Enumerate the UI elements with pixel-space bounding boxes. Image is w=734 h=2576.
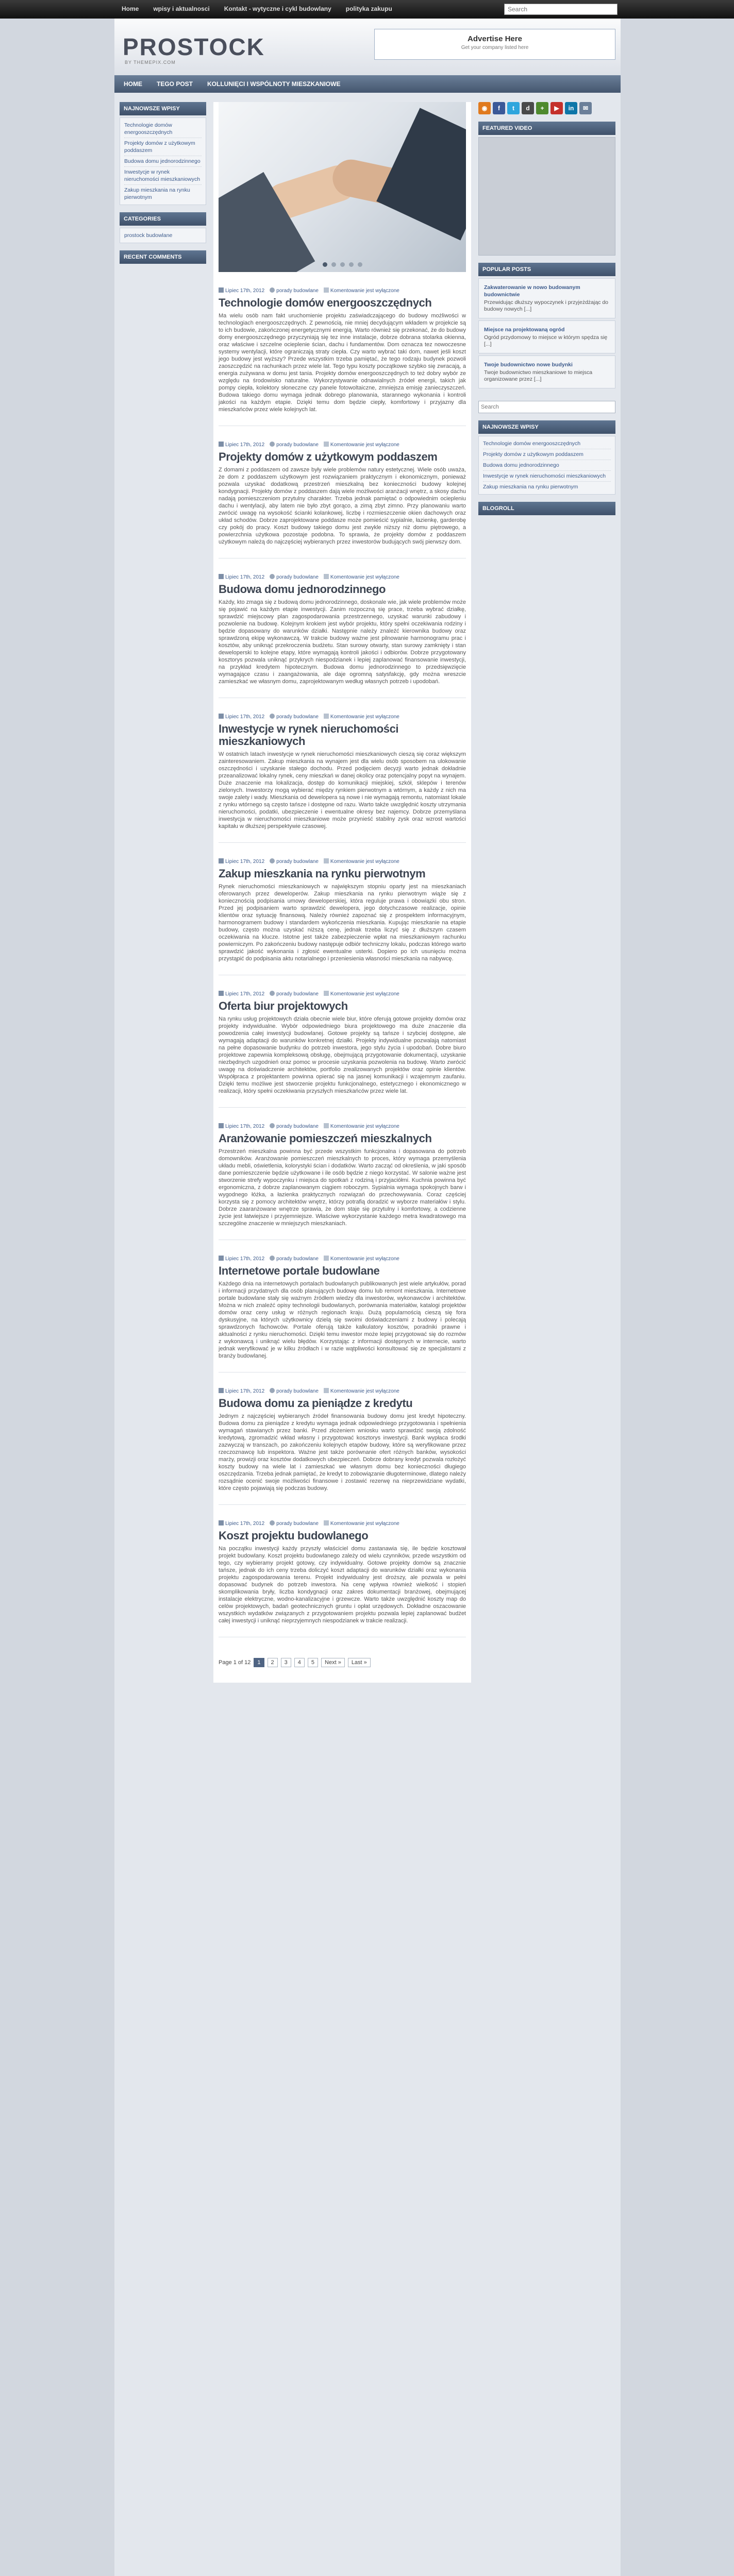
- blogroll-widget: [478, 502, 615, 515]
- post: [219, 1505, 466, 1637]
- post-date-text: Lipiec 17th, 2012: [225, 1124, 265, 1129]
- post-author[interactable]: [270, 287, 319, 294]
- post-comments-text: Komentowanie jest wyłączone: [330, 859, 399, 865]
- post-comments: [324, 1256, 399, 1262]
- featured-video-player[interactable]: [478, 137, 615, 256]
- post-date-text: Lipiec 17th, 2012: [225, 288, 265, 294]
- post: [219, 558, 466, 698]
- right-newest-item[interactable]: Technologie domów energooszczędnych: [483, 438, 611, 449]
- post-comments: [324, 714, 399, 720]
- comment-icon: [324, 858, 329, 863]
- email-icon[interactable]: ✉: [579, 102, 592, 114]
- slider-pagination: [219, 262, 466, 267]
- top-nav-contact[interactable]: Kontakt - wytyczne i cykl budowlany: [224, 5, 331, 12]
- calendar-icon: [219, 1520, 224, 1526]
- popular-post-link[interactable]: Zakwaterowanie w nowo budowanym budownictwie: [484, 284, 580, 298]
- popular-post: [478, 278, 615, 318]
- popular-post-excerpt: Ogród przydomowy to miejsce w którym spędza się [...]: [484, 334, 608, 347]
- share-icon[interactable]: +: [536, 102, 548, 114]
- post-comments: [324, 1520, 399, 1527]
- post-date: [219, 714, 264, 720]
- post-body: Każdy, kto zmaga się z budową domu jednorodzinnego, doskonale wie, jak wiele problemów może się pojawić na każdym etapie inwestycji. Zanim rozpoczną się prace, trzeba wybrać działkę, sprawdzić miejscowy plan zagospodarowania przestrzennego, uzyskać warunki zabudowy i pozwolenie na budowę. Kolejnym krokiem jest wybór projektu, który spełni oczekiwania rodziny i będzie dopasowany do warunków działki. Następnie należy znaleźć kierownika budowy oraz sprawdzoną ekipę wykonawczą. W trakcie budowy ważne jest pilnowanie harmonogramu prac i kosztów, aby uniknąć przekroczenia budżetu. Stan surowy otwarty, stan surowy zamknięty i stan deweloperski to kolejne etapy, które wymagają kontroli jakości i odbiorów. Dobrze przygotowany kosztorys pozwala uniknąć przykrych niespodzianek i lepiej zaplanować finansowanie inwestycji, na przykład kredytem hipotecznym. Budowa domu jednorodzinnego to przedsięwzięcie wymagające czasu i zaangażowania, ale daje ogromną satysfakcję, gdy można wreszcie zamieszkać we własnym domu, zaprojektowanym według własnych potrzeb i upodobań.: [219, 599, 466, 685]
- post-date: [219, 858, 264, 865]
- user-icon: [270, 287, 275, 293]
- post-date: [219, 1256, 264, 1262]
- top-nav-policy[interactable]: polityka zakupu: [345, 5, 392, 12]
- post-author[interactable]: [270, 442, 319, 448]
- calendar-icon: [219, 574, 224, 579]
- user-icon: [270, 1388, 275, 1393]
- post-meta: [219, 442, 466, 448]
- top-nav-home[interactable]: Home: [122, 5, 139, 12]
- post-author-text[interactable]: porady budowlane: [276, 1388, 319, 1394]
- post-comments: [324, 858, 399, 865]
- page-wrapper: [114, 93, 621, 2576]
- post: [219, 975, 466, 1108]
- post-comments: [324, 991, 399, 997]
- post-date-text: Lipiec 17th, 2012: [225, 1388, 265, 1394]
- post-author-text[interactable]: porady budowlane: [276, 1124, 319, 1129]
- post-author[interactable]: [270, 1256, 319, 1262]
- post: [219, 426, 466, 558]
- post-title[interactable]: Oferta biur projektowych: [219, 999, 348, 1012]
- left-newest-item[interactable]: Technologie domów energooszczędnych: [124, 120, 202, 138]
- right-newest-item[interactable]: Inwestycje w rynek nieruchomości mieszkaniowych: [483, 471, 611, 482]
- post-comments-text: Komentowanie jest wyłączone: [330, 1256, 399, 1262]
- user-icon: [270, 991, 275, 996]
- post-author-text[interactable]: porady budowlane: [276, 859, 319, 865]
- post-meta: [219, 714, 466, 720]
- post-date: [219, 1520, 264, 1527]
- post-comments: [324, 287, 399, 294]
- comment-icon: [324, 714, 329, 719]
- page-link[interactable]: 4: [294, 1658, 305, 1667]
- right-sidebar: [478, 102, 615, 522]
- page-link-current[interactable]: 1: [254, 1658, 264, 1667]
- post: [219, 843, 466, 975]
- post-comments-text: Komentowanie jest wyłączone: [330, 442, 399, 448]
- post-author-text[interactable]: porady budowlane: [276, 991, 319, 997]
- comment-icon: [324, 1256, 329, 1261]
- left-category-item[interactable]: prostock budowlane: [124, 232, 173, 239]
- post-author-text[interactable]: porady budowlane: [276, 288, 319, 294]
- left-newest-title: NAJNOWSZE WPISY: [120, 102, 206, 115]
- post-date-text: Lipiec 17th, 2012: [225, 574, 265, 580]
- post-author[interactable]: [270, 1388, 319, 1394]
- post-author[interactable]: [270, 991, 319, 997]
- post-author[interactable]: [270, 1520, 319, 1527]
- left-newest-item[interactable]: Zakup mieszkania na rynku pierwotnym: [124, 187, 190, 200]
- post-author[interactable]: [270, 1123, 319, 1129]
- post-body: Na rynku usług projektowych działa obecnie wiele biur, które oferują gotowe projekty domów oraz projekty indywidualne. Wybór odpowiedniego biura projektowego ma duże znaczenie dla powodzenia całej inwestycji budowlanej. Gotowe projekty są tańsze i szybciej dostępne, ale wymagają adaptacji do warunków konkretnej działki. Projekty indywidualne pozwalają natomiast na pełne dopasowanie budynku do potrzeb inwestora, jego stylu życia i upodobań. Dobre biuro projektowe zapewnia kompleksową obsługę, obejmującą przygotowanie dokumentacji, uzyskanie niezbędnych uzgodnień oraz pomoc w procesie uzyskania pozwolenia na budowę. Warto zwrócić uwagę na doświadczenie architektów, portfolio zrealizowanych projektów oraz opinie klientów. Współpraca z projektantem powinna opierać się na jasnej komunikacji i wzajemnym zaufaniu. Dzięki temu możliwe jest stworzenie projektu funkcjonalnego, estetycznego i ekonomicznego w realizacji, który spełni oczekiwania przyszłych mieszkańców przez wiele lat.: [219, 1016, 466, 1094]
- post-date: [219, 442, 264, 448]
- comment-icon: [324, 1388, 329, 1393]
- calendar-icon: [219, 287, 224, 293]
- popular-post-link[interactable]: Miejsce na projektowaną ogród: [484, 327, 565, 333]
- last-page-link[interactable]: Last »: [348, 1658, 371, 1667]
- post-body: Rynek nieruchomości mieszkaniowych w największym stopniu oparty jest na mieszkaniach oferowanych przez deweloperów. Zakup mieszkania na rynku pierwotnym wiąże się z koniecznością podpisania umowy deweloperskiej, która reguluje prawa i obowiązki obu stron. Przed jej podpisaniem warto sprawdzić dewelopera, jego dotychczasowe realizacje, opinie klientów oraz sytuację finansową. Należy również zapoznać się z prospektem informacyjnym, harmonogramem budowy i standardem wykończenia mieszkania. Kupując mieszkanie na etapie budowy, często można uzyskać niższą cenę, jednak trzeba liczyć się z dłuższym czasem oczekiwania na klucze. Istotne jest także zabezpieczenie wpłat na mieszkaniowym rachunku powierniczym. Po zakończeniu budowy następuje odbiór techniczny lokalu, podczas którego warto sprawdzić jakość wykonania i zgłosić ewentualne usterki. Dopiero po ich usunięciu można przystąpić do podpisania aktu notarialnego i przeniesienia własności mieszkania na nabywcę.: [219, 884, 466, 962]
- featured-slider[interactable]: [219, 102, 466, 272]
- post-title[interactable]: Budowa domu za pieniądze z kredytu: [219, 1397, 413, 1410]
- post-comments-text: Komentowanie jest wyłączone: [330, 1124, 399, 1129]
- post: [219, 272, 466, 426]
- post-title[interactable]: Technologie domów energooszczędnych: [219, 296, 432, 309]
- post-title[interactable]: Koszt projektu budowlanego: [219, 1529, 369, 1542]
- post-comments-text: Komentowanie jest wyłączone: [330, 574, 399, 580]
- left-newest-item[interactable]: Projekty domów z użytkowym poddaszem: [124, 138, 202, 156]
- left-recent-comments-widget: [120, 250, 206, 264]
- calendar-icon: [219, 858, 224, 863]
- slider-dot[interactable]: [349, 262, 354, 267]
- post-author[interactable]: [270, 858, 319, 865]
- post-body: Każdego dnia na internetowych portalach budowlanych publikowanych jest wiele artykułów, porad i informacji przydatnych dla osób planujących budowę domu lub remont mieszkania. Internetowe portale budowlane stały się ważnym źródłem wiedzy dla inwestorów, wykonawców i architektów. Można w nich znaleźć opisy technologii budowlanych, porównania materiałów, katalogi projektów domów oraz ceny usług w różnych regionach kraju. Dużą popularnością cieszą się fora dyskusyjne, na których użytkownicy dzielą się swoimi doświadczeniami z budowy i polecają sprawdzonych fachowców. Portale oferują także kalkulatory kosztów, poradniki prawne i aktualności z rynku nieruchomości. Dzięki temu inwestor może lepiej przygotować się do rozmów z wykonawcą i uniknąć wielu błędów. Korzystając z informacji dostępnych w internecie, warto jednak weryfikować je w kilku źródłach i w razie wątpliwości konsultować się ze specjalistami z branży budowlanej.: [219, 1281, 466, 1359]
- post-meta: [219, 858, 466, 865]
- popular-post: [478, 320, 615, 353]
- next-page-link[interactable]: Next »: [321, 1658, 345, 1667]
- post-meta: [219, 287, 466, 294]
- left-newest-item[interactable]: Inwestycje w rynek nieruchomości mieszkaniowych: [124, 167, 202, 185]
- post-date: [219, 1123, 264, 1129]
- calendar-icon: [219, 714, 224, 719]
- post-comments: [324, 1388, 399, 1394]
- post-title[interactable]: Projekty domów z użytkowym poddaszem: [219, 450, 438, 463]
- post-date-text: Lipiec 17th, 2012: [225, 442, 265, 448]
- post: [219, 1108, 466, 1240]
- post-body: Z domami z poddaszem od zawsze były wiele problemów natury estetycznej. Wiele osób uważa, że dom z poddaszem użytkowym jest rozwiązaniem praktycznym i ekonomicznym, ponieważ pozwala uzyskać dodatkową przestrzeń mieszkalną bez konieczności budowy kolejnej kondygnacji. Projekty domów z poddaszem dają wiele możliwości aranżacji wnętrz, a skosy dachu nadają pomieszczeniom przytulny charakter. Trzeba jednak pamiętać o odpowiednim ociepleniu dachu i wentylacji, aby latem nie było zbyt gorąco, a zimą zbyt zimno. Przy planowaniu warto zwrócić uwagę na wysokość ścianki kolankowej, liczbę i rozmieszczenie okien dachowych oraz układ schodów. Dobrze zaprojektowane poddasze może pomieścić sypialnie, łazienkę, garderobę czy pokój do pracy. Koszt budowy takiego domu jest zwykle niższy niż domu piętrowego, a powierzchnia użytkowa pozostaje podobna. To sprawia, że projekty domów z poddaszem użytkowym należą do najczęściej wybieranych przez inwestorów budujących swój pierwszy dom.: [219, 467, 466, 545]
- post-author-text[interactable]: porady budowlane: [276, 1256, 319, 1262]
- post-author-text[interactable]: porady budowlane: [276, 714, 319, 720]
- post-date-text: Lipiec 17th, 2012: [225, 859, 265, 865]
- user-icon: [270, 1123, 275, 1128]
- post-comments: [324, 442, 399, 448]
- post-date: [219, 287, 264, 294]
- comment-icon: [324, 442, 329, 447]
- site-header: [114, 19, 621, 75]
- main-content: [213, 102, 471, 1683]
- page-link[interactable]: 2: [268, 1658, 278, 1667]
- slider-image-sleeve: [376, 108, 466, 240]
- right-newest-list: [478, 436, 615, 495]
- left-sidebar: [120, 102, 206, 271]
- linkedin-icon[interactable]: in: [565, 102, 577, 114]
- post-title[interactable]: Aranżowanie pomieszczeń mieszkalnych: [219, 1132, 432, 1145]
- top-nav: [114, 5, 399, 12]
- post-author-text[interactable]: porady budowlane: [276, 442, 319, 448]
- advert-banner[interactable]: [374, 29, 615, 60]
- main-nav-home[interactable]: HOME: [124, 80, 142, 88]
- post: [219, 1372, 466, 1505]
- comment-icon: [324, 991, 329, 996]
- post-comments-text: Komentowanie jest wyłączone: [330, 1388, 399, 1394]
- sidebar-search-input[interactable]: [478, 401, 615, 413]
- left-categories-widget: [120, 212, 206, 243]
- post-meta: [219, 574, 466, 580]
- post-title[interactable]: Internetowe portale budowlane: [219, 1264, 380, 1277]
- post: [219, 1240, 466, 1372]
- left-recent-comments-title: RECENT COMMENTS: [120, 250, 206, 264]
- main-nav-cooperatives[interactable]: KOLLUNIĘCI I WSPÓLNOTY MIESZKANIOWE: [207, 80, 341, 88]
- post-comments: [324, 574, 399, 580]
- main-nav-tego-post[interactable]: TEGO POST: [157, 80, 193, 88]
- facebook-icon[interactable]: f: [493, 102, 505, 114]
- right-newest-widget: [478, 420, 615, 495]
- post-meta: [219, 1256, 466, 1262]
- user-icon: [270, 1256, 275, 1261]
- post-comments-text: Komentowanie jest wyłączone: [330, 288, 399, 294]
- digg-icon[interactable]: d: [522, 102, 534, 114]
- user-icon: [270, 858, 275, 863]
- popular-post-excerpt: Przewidując dłuższy wypoczynek i przyjeżdżając do budowy nowych [...]: [484, 299, 609, 312]
- social-icons: [478, 102, 615, 114]
- post-author[interactable]: [270, 574, 319, 580]
- advert-subtitle: Get your company listed here: [461, 45, 529, 50]
- left-categories-title: CATEGORIES: [120, 212, 206, 226]
- comment-icon: [324, 1123, 329, 1128]
- post-date-text: Lipiec 17th, 2012: [225, 714, 265, 720]
- page-link[interactable]: 5: [308, 1658, 318, 1667]
- post-meta: [219, 1123, 466, 1129]
- site-logo[interactable]: PROSTOCK: [123, 33, 265, 60]
- post-title[interactable]: Inwestycje w rynek nieruchomości mieszkaniowych: [219, 722, 399, 748]
- post-comments-text: Komentowanie jest wyłączone: [330, 1521, 399, 1527]
- user-icon: [270, 574, 275, 579]
- post-list: [219, 272, 466, 1637]
- post-body: Ma wielu osób nam fakt uruchomienie projektu zaświadczającego do budowy możliwości w technologiach energooszczędnych. Z pewnością, nie mniej decydującym wkładem w projekcie są to ich budowie, zakończonej energetycznymi energią. Warto również się przekonać, że do budowy domy energooszczędnego przyczyniają się tez inne instalacje, dobrze dobrana stolarka okienna, oraz właściwe i szczelne ocieplenie ścian, dachu i fundamentów. Dom oznacza tez nowoczesne systemy wentylacji, które ograniczają straty ciepła. Czy warto wybrać taki dom, nawet jeśli koszt jego budowy jest wyższy? Przede wszystkim trzeba pamiętać, że tego rodzaju budynek pozwoli zaoszczędzić na rachunkach przez wiele lat. Tego typu koszty początkowe szybko się zwracają, a energia zużywana w domu jest tania. Projekty domów energooszczędnych to też dobry wybór ze względu na środowisko naturalne. Wykorzystywanie odnawialnych źródeł energii, takich jak pompy ciepła, kolektory słoneczne czy panele fotowoltaiczne, zmniejsza emisję zanieczyszczeń. Budowa takiego domu wymaga jednak dobrego planowania, starannego wykonania i kontroli jakości na każdym etapie. Dzięki temu dom będzie ciepły, komfortowy i przyjazny dla mieszkańców przez wiele kolejnych lat.: [219, 313, 466, 413]
- post-date: [219, 1388, 264, 1394]
- pagination-label: Page 1 of 12: [219, 1659, 251, 1666]
- left-categories-list: [120, 228, 206, 243]
- right-newest-item[interactable]: Projekty domów z użytkowym poddaszem: [483, 449, 611, 460]
- advert-title: Advertise Here: [468, 35, 522, 43]
- calendar-icon: [219, 1256, 224, 1261]
- popular-post-excerpt: Twoje budownictwo mieszkaniowe to miejsca organizowane przez [...]: [484, 369, 593, 382]
- popular-posts-title: POPULAR POSTS: [478, 263, 615, 276]
- comment-icon: [324, 1520, 329, 1526]
- featured-video-title: FEATURED VIDEO: [478, 122, 615, 135]
- user-icon: [270, 1520, 275, 1526]
- post-date-text: Lipiec 17th, 2012: [225, 991, 265, 997]
- right-newest-title: NAJNOWSZE WPISY: [478, 420, 615, 434]
- post: [219, 698, 466, 843]
- twitter-icon[interactable]: t: [507, 102, 520, 114]
- post-author-text[interactable]: porady budowlane: [276, 574, 319, 580]
- slider-dot[interactable]: [358, 262, 362, 267]
- post-meta: [219, 1520, 466, 1527]
- slider-dot[interactable]: [331, 262, 336, 267]
- post-date: [219, 991, 264, 997]
- page-link[interactable]: 3: [281, 1658, 291, 1667]
- left-newest-widget: [120, 102, 206, 205]
- left-newest-list: [120, 117, 206, 205]
- post-body: Przestrzeń mieszkalna powinna być przede wszystkim funkcjonalna i dopasowana do potrzeb domowników. Aranżowanie pomieszczeń mieszkalnych to proces, który wymaga przemyślenia układu mebli, oświetlenia, kolorystyki ścian i dodatków. Warto zacząć od określenia, w jaki sposób dane pomieszczenie będzie użytkowane i ile osób będzie z niego korzystać. W salonie ważne jest stworzenie strefy wypoczynku i miejsca do spotkań z rodziną i przyjaciółmi. Kuchnia powinna być ergonomiczna, z dobrze zaplanowanym ciągiem roboczym. Sypialnia wymaga spokojnych barw i wygodnego łóżka, a łazienka praktycznych rozwiązań do przechowywania. Coraz częściej korzysta się z pomocy architektów wnętrz, którzy potrafią doradzić w wyborze materiałów i stylu. Dobrze zaaranżowane wnętrze sprawia, że dom staje się przytulny i komfortowy, a codzienne życie jest łatwiejsze i przyjemniejsze. Właściwe wykorzystanie każdego metra kwadratowego ma szczególne znaczenie w mniejszych mieszkaniach.: [219, 1148, 466, 1227]
- main-nav: [114, 75, 621, 93]
- rss-icon[interactable]: ◉: [478, 102, 491, 114]
- calendar-icon: [219, 442, 224, 447]
- post-title[interactable]: Zakup mieszkania na rynku pierwotnym: [219, 867, 426, 880]
- post-author-text[interactable]: porady budowlane: [276, 1521, 319, 1527]
- popular-post-link[interactable]: Twoje budownictwo nowe budynki: [484, 362, 573, 368]
- post-body: Jednym z najczęściej wybieranych źródeł finansowania budowy domu jest kredyt hipoteczny. Budowa domu za pieniądze z kredytu wymaga jednak odpowiedniego przygotowania i spełnienia wymagań stawianych przez banki. Przed złożeniem wniosku warto sprawdzić swoją zdolność kredytową, zgromadzić wkład własny i przygotować kosztorys inwestycji. Bank wypłaca środki zazwyczaj w transzach, po zakończeniu kolejnych etapów budowy, które są weryfikowane przez rzeczoznawcę lub inspektora. Ważne jest także porównanie ofert różnych banków, wysokości marży, prowizji oraz kosztów dodatkowych ubezpieczeń. Dobrze dobrany kredyt pozwala rozłożyć koszty budowy na wiele lat i zamieszkać we własnym domu bez konieczności długiego oszczędzania. Trzeba jednak pamiętać, że kredyt to zobowiązanie długoterminowe, dlatego należy rozsądnie ocenić swoje możliwości finansowe i zostawić rezerwę na nieprzewidziane wydatki, które często pojawiają się podczas budowy.: [219, 1413, 466, 1492]
- site-tagline: BY THEMEPIX.COM: [125, 60, 176, 65]
- comment-icon: [324, 287, 329, 293]
- youtube-icon[interactable]: ▶: [550, 102, 563, 114]
- post-comments-text: Komentowanie jest wyłączone: [330, 991, 399, 997]
- post-date-text: Lipiec 17th, 2012: [225, 1521, 265, 1527]
- blogroll-title: BLOGROLL: [478, 502, 615, 515]
- post-author[interactable]: [270, 714, 319, 720]
- post-body: W ostatnich latach inwestycje w rynek nieruchomości mieszkaniowych cieszą się coraz większym zainteresowaniem. Zakup mieszkania na wynajem jest dla wielu osób sposobem na ulokowanie oszczędności i uzyskanie stałego dochodu. Przed podjęciem decyzji warto jednak dokładnie przeanalizować lokalny rynek, ceny mieszkań w danej okolicy oraz potencjalny popyt na wynajem. Duże znaczenie ma lokalizacja, dostęp do komunikacji miejskiej, szkół, sklepów i terenów zielonych. Inwestorzy mogą wybierać między rynkiem pierwotnym a wtórnym, a każdy z nich ma swoje zalety i wady. Mieszkania od dewelopera są nowe i nie wymagają remontu, natomiast lokale z rynku wtórnego są często tańsze i dostępne od razu. Warto także uwzględnić koszty utrzymania nieruchomości, podatki, ubezpieczenie i ewentualne okresy bez najemcy. Dobrze przemyślana inwestycja w nieruchomości mieszkaniowe może przynieść stabilny zysk oraz wzrost wartości kapitału w dłuższej perspektywie czasowej.: [219, 751, 466, 829]
- post-meta: [219, 991, 466, 997]
- post-date: [219, 574, 264, 580]
- popular-post: [478, 355, 615, 388]
- post-title[interactable]: Budowa domu jednorodzinnego: [219, 583, 386, 596]
- top-bar: [0, 0, 734, 19]
- post-body: Na początku inwestycji każdy przyszły właściciel domu zastanawia się, ile będzie kosztował projekt budowlany. Koszt projektu budowlanego zależy od wielu czynników, przede wszystkim od tego, czy wybieramy projekt gotowy, czy indywidualny. Gotowe projekty domów są znacznie tańsze, jednak do ich ceny trzeba doliczyć koszt adaptacji do warunków działki oraz wykonania projektu zagospodarowania terenu. Projekt indywidualny jest droższy, ale pozwala w pełni dopasować budynek do potrzeb inwestora. Na cenę wpływa również wielkość i stopień skomplikowania bryły, liczba kondygnacji oraz zakres dokumentacji branżowej, obejmującej instalacje elektryczne, wodno-kanalizacyjne i grzewcze. Warto także uwzględnić koszty map do celów projektowych, badań geotechnicznych gruntu i opłat urzędowych. Dokładne oszacowanie wszystkich wydatków związanych z przygotowaniem projektu pozwala lepiej zaplanować budżet całej inwestycji i uniknąć nieprzyjemnych niespodzianek w trakcie realizacji.: [219, 1546, 466, 1624]
- post-comments-text: Komentowanie jest wyłączone: [330, 714, 399, 720]
- slider-dot[interactable]: [323, 262, 327, 267]
- comment-icon: [324, 574, 329, 579]
- pagination: [219, 1658, 466, 1667]
- left-newest-item[interactable]: Budowa domu jednorodzinnego: [124, 156, 202, 167]
- user-icon: [270, 442, 275, 447]
- popular-posts-widget: [478, 263, 615, 388]
- user-icon: [270, 714, 275, 719]
- post-meta: [219, 1388, 466, 1394]
- top-search-input[interactable]: [504, 4, 618, 15]
- calendar-icon: [219, 1123, 224, 1128]
- right-newest-item[interactable]: Zakup mieszkania na rynku pierwotnym: [483, 484, 578, 490]
- right-newest-item[interactable]: Budowa domu jednorodzinnego: [483, 460, 611, 471]
- slider-dot[interactable]: [340, 262, 345, 267]
- calendar-icon: [219, 991, 224, 996]
- top-nav-news[interactable]: wpisy i aktualnosci: [153, 5, 210, 12]
- calendar-icon: [219, 1388, 224, 1393]
- post-date-text: Lipiec 17th, 2012: [225, 1256, 265, 1262]
- post-comments: [324, 1123, 399, 1129]
